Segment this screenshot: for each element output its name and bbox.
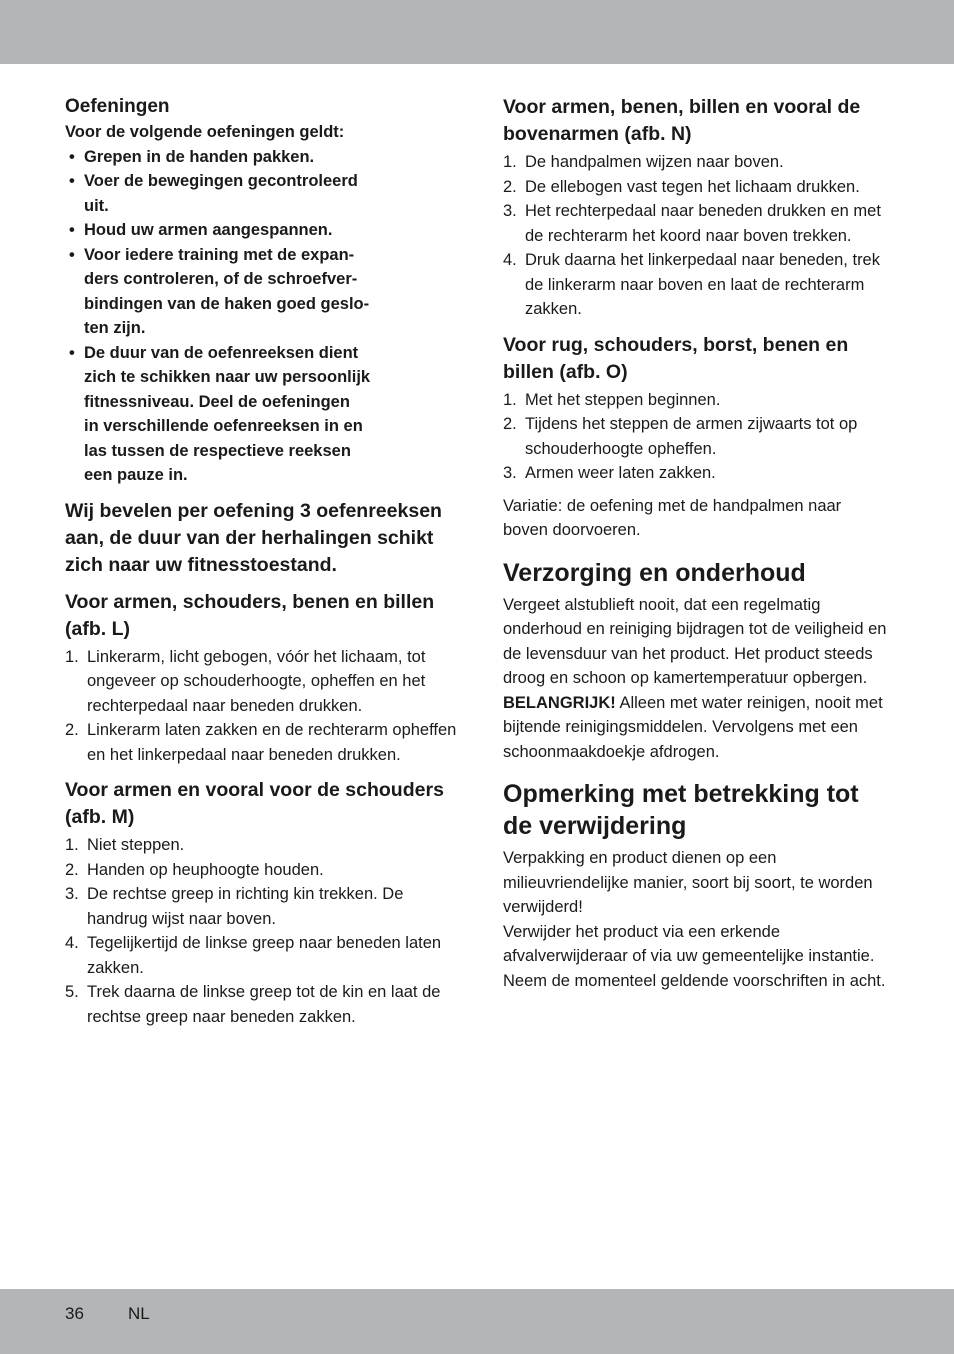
list-item: 4. Druk daarna het linkerpedaal naar beneden, trek de linkerarm naar boven en laat de rechterarm zakken.	[503, 251, 880, 318]
important-label: BELANGRIJK!	[503, 693, 616, 712]
recommendation-text: Wij bevelen per oefening 3 oefenreeksen aan, de duur van der herhalingen schikt zich naar uw fitnesstoestand.	[65, 499, 442, 576]
exercise-rules-list	[65, 145, 460, 488]
language-code: NL	[128, 1304, 150, 1323]
header-bar	[0, 0, 954, 64]
list-item: 3. De rechtse greep in richting kin trekken. De handrug wijst naar boven.	[65, 885, 404, 928]
section-title-oefeningen: Oefeningen	[65, 96, 170, 117]
steps-afb-o	[503, 388, 888, 486]
steps-afb-l	[65, 645, 460, 768]
list-item: 3. Het rechterpedaal naar beneden drukken en met de rechterarm het koord naar boven trekken.	[503, 202, 881, 245]
important-text: Alleen met water reinigen, nooit met bijtende reinigingsmiddelen. Vervolgens met een schoonmaakdoekje afdrogen.	[503, 693, 883, 761]
disposal-text-2: Verwijder het product via een erkende afvalverwijderaar of via uw gemeentelijke instantie. Neem de momenteel geldende voorschriften in acht.	[503, 922, 886, 990]
right-column	[503, 94, 888, 993]
list-item: 2. Tijdens het steppen de armen zijwaarts tot op schouderhoogte opheffen.	[503, 415, 858, 458]
steps-afb-m	[65, 833, 460, 1029]
variation-text: Variatie: de oefening met de handpalmen naar boven doorvoeren.	[503, 496, 842, 539]
care-text: Vergeet alstublieft nooit, dat een regelmatig onderhoud en reiniging bijdragen tot de veiligheid en de levensduur van het product. Het product steeds droog en schoon op kamertemperatuur opbergen.	[503, 595, 887, 687]
list-item: • Voer de bewegingen gecontroleerd uit.	[65, 169, 460, 218]
disposal-text-1: Verpakking en product dienen op een milieuvriendelijke manier, soort bij soort, te worden verwijderd!	[503, 849, 873, 916]
list-item: 3. Armen weer laten zakken.	[503, 464, 716, 482]
heading-disposal: Opmerking met betrekking tot de verwijdering	[503, 780, 859, 840]
heading-care: Verzorging en onderhoud	[503, 558, 806, 587]
list-item: • Houd uw armen aangespannen.	[65, 218, 460, 243]
list-item: 4. Tegelijkertijd de linkse greep naar beneden laten zakken.	[65, 934, 442, 977]
list-item: 1. Met het steppen beginnen.	[503, 390, 721, 409]
list-item: 2. Linkerarm laten zakken en de rechterarm opheffen en het linkerpedaal naar beneden drukken.	[65, 721, 457, 764]
important-note	[503, 691, 888, 765]
list-item: 1. De handpalmen wijzen naar boven.	[503, 153, 784, 171]
steps-afb-n	[503, 150, 888, 322]
list-item: • Voor iedere training met de expan- ders controleren, of de schroefver- bindingen van de haken goed geslo- ten zijn.	[65, 243, 460, 341]
list-item: • De duur van de oefenreeksen dient zich te schikken naar uw persoonlijk fitnessniveau. Deel de oefeningen in verschillende oefenreeksen in en las tussen de respectieve reeksen een pauze in.	[65, 341, 460, 488]
list-item: 2. De ellebogen vast tegen het lichaam drukken.	[503, 177, 860, 196]
heading-afb-n: Voor armen, benen, billen en vooral de bovenarmen (afb. N)	[503, 96, 861, 145]
list-item: 2. Handen op heuphoogte houden.	[65, 860, 324, 879]
heading-afb-o: Voor rug, schouders, borst, benen en billen (afb. O)	[503, 333, 849, 383]
list-item: 1. Linkerarm, licht gebogen, vóór het lichaam, tot ongeveer op schouderhoogte, opheffen en het rechterpedaal naar beneden drukken.	[65, 647, 426, 715]
left-column	[65, 94, 460, 1029]
heading-afb-m: Voor armen en vooral voor de schouders (afb. M)	[65, 779, 444, 828]
page-number: 36	[65, 1304, 84, 1323]
list-item: • Grepen in de handen pakken.	[65, 145, 460, 170]
list-item: 1. Niet steppen.	[65, 836, 185, 854]
intro-text: Voor de volgende oefeningen geldt:	[65, 123, 345, 141]
heading-afb-l: Voor armen, schouders, benen en billen (afb. L)	[65, 590, 435, 640]
list-item: 5. Trek daarna de linkse greep tot de kin en laat de rechtse greep naar beneden zakken.	[65, 983, 441, 1026]
